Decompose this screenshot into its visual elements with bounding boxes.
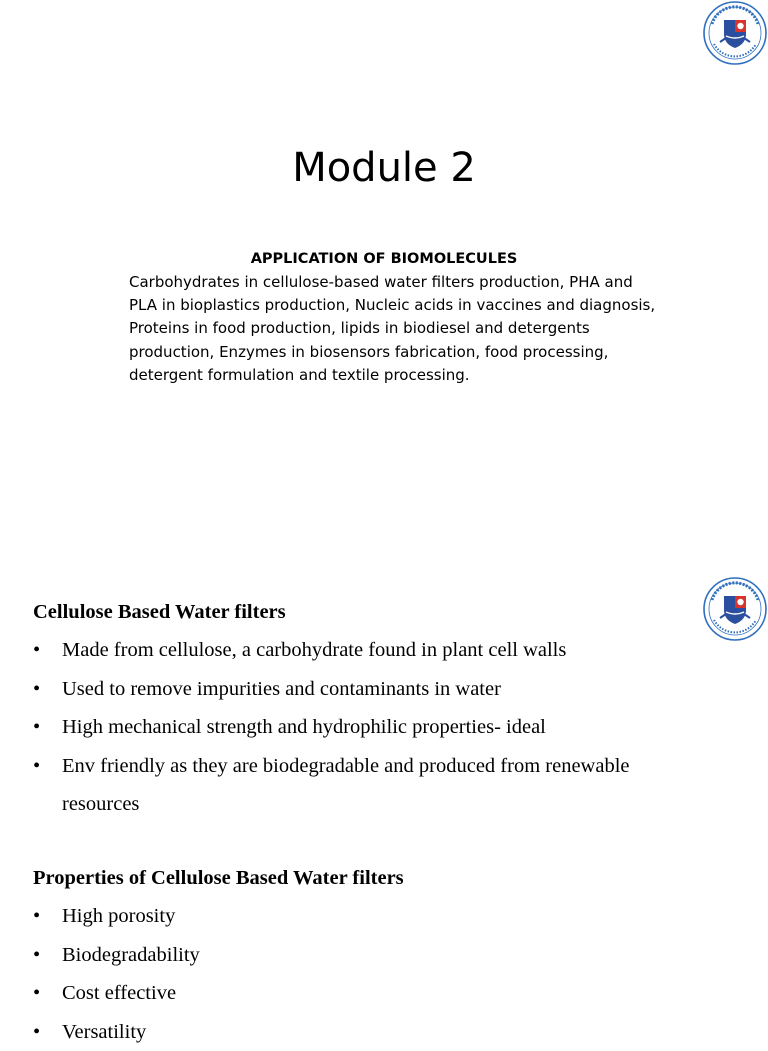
bullet-icon: • [33, 1013, 40, 1051]
list-item: • Used to remove impurities and contaminants in water [33, 670, 693, 709]
list-item: • Versatility [33, 1013, 693, 1051]
list-item: • Biodegradability [33, 936, 693, 975]
bullet-icon: • [33, 670, 40, 709]
list-item: • High mechanical strength and hydrophilic properties- ideal [33, 708, 693, 747]
college-seal-icon [702, 576, 768, 642]
subtitle-heading: APPLICATION OF BIOMOLECULES [0, 249, 768, 269]
list-item: • Env friendly as they are biodegradable and produced from renewable resources [33, 747, 693, 824]
list-item: • High porosity [33, 897, 693, 936]
section-heading-properties: Properties of Cellulose Based Water filters [33, 864, 404, 892]
bullet-icon: • [33, 631, 40, 670]
bullet-icon: • [33, 708, 40, 747]
subtitle-body: Carbohydrates in cellulose-based water filters production, PHA and PLA in bioplastics production, Nucleic acids in vaccines and diagnosis, Proteins in food production, lipids in biodiesel and detergents production, Enzymes in biosensors fabrication, food processing, detergent formulation and textile processing. [129, 271, 689, 387]
list-item: • Made from cellulose, a carbohydrate found in plant cell walls [33, 631, 693, 670]
bullet-icon: • [33, 747, 40, 786]
college-seal-icon [702, 0, 768, 66]
section-heading-filters: Cellulose Based Water filters [33, 598, 286, 626]
bullet-icon: • [33, 936, 40, 975]
bullet-list-properties [33, 897, 693, 1051]
bullet-icon: • [33, 897, 40, 936]
page-title: Module 2 [0, 140, 768, 196]
list-item: • Cost effective [33, 974, 693, 1013]
bullet-list-filters [33, 631, 693, 824]
bullet-icon: • [33, 974, 40, 1013]
slide-content [0, 576, 768, 1024]
